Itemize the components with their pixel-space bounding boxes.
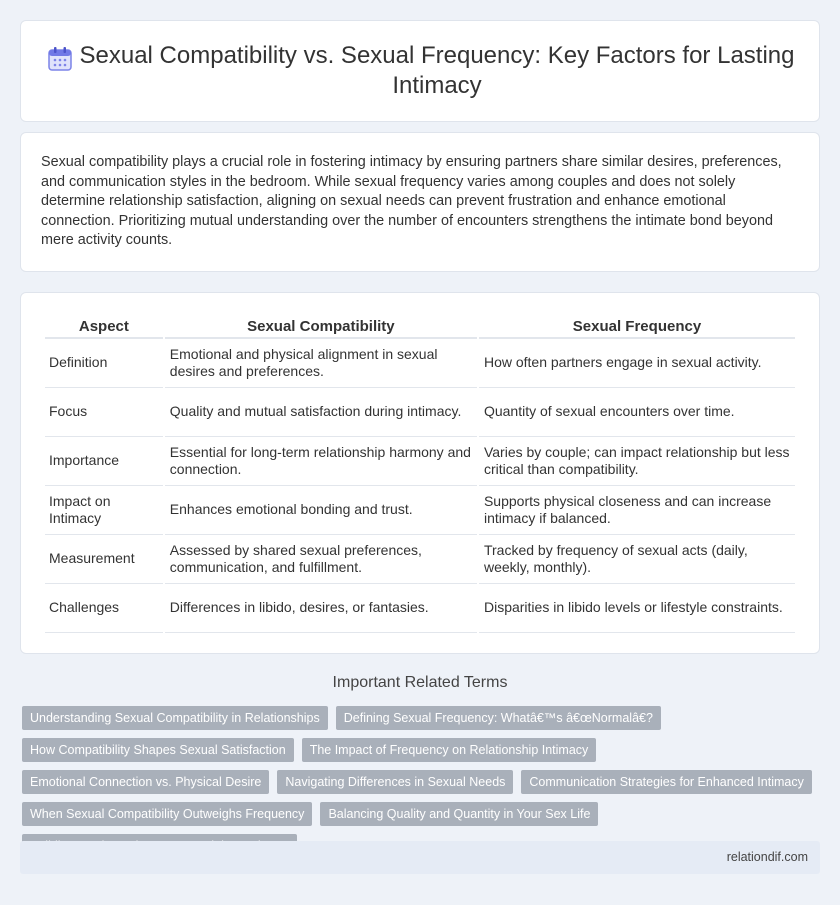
header-card: [20, 20, 820, 122]
row-compatibility: Assessed by shared sexual preferences, communication, and fulfillment.: [165, 535, 477, 584]
footer: [20, 841, 820, 874]
row-frequency: Tracked by frequency of sexual acts (daily, weekly, monthly).: [479, 535, 795, 584]
row-aspect: Focus: [45, 388, 163, 437]
row-frequency: Quantity of sexual encounters over time.: [479, 388, 795, 437]
table-row: [45, 535, 795, 584]
related-term-link[interactable]: Navigating Differences in Sexual Needs: [277, 770, 513, 794]
related-terms-title: Important Related Terms: [332, 674, 508, 691]
comparison-card: [20, 292, 820, 654]
table-row: [45, 584, 795, 633]
related-term-link[interactable]: Defining Sexual Frequency: Whatâ€™s â€œNormalâ€?: [336, 706, 661, 730]
row-compatibility: Differences in libido, desires, or fantasies.: [165, 584, 477, 633]
table-row: [45, 388, 795, 437]
table-row: [45, 437, 795, 486]
row-frequency: Varies by couple; can impact relationship but less critical than compatibility.: [479, 437, 795, 486]
related-term-link[interactable]: When Sexual Compatibility Outweighs Frequency: [22, 802, 312, 826]
related-term-link[interactable]: Emotional Connection vs. Physical Desire: [22, 770, 269, 794]
row-compatibility: Emotional and physical alignment in sexual desires and preferences.: [165, 339, 477, 388]
header-aspect: Aspect: [45, 313, 163, 339]
related-term-link[interactable]: How Compatibility Shapes Sexual Satisfaction: [22, 738, 294, 762]
intro-card: [20, 132, 820, 272]
row-frequency: How often partners engage in sexual activity.: [479, 339, 795, 388]
intro-paragraph: Sexual compatibility plays a crucial role in fostering intimacy by ensuring partners share similar desires, preferences, and communication styles in the bedroom. While sexual frequency varies among couples and does not solely determine relationship satisfaction, aligning on sexual needs can prevent frustration and enhance emotional connection. Prioritizing mutual understanding over the number of encounters strengthens the intimate bond beyond mere activity counts.: [41, 154, 782, 248]
comparison-table: [43, 313, 797, 633]
page-title: Sexual Compatibility vs. Sexual Frequency: Key Factors for Lasting Intimacy: [79, 42, 795, 99]
row-aspect: Challenges: [45, 584, 163, 633]
row-compatibility: Enhances emotional bonding and trust.: [165, 486, 477, 535]
header-frequency: Sexual Frequency: [479, 313, 795, 339]
related-term-link[interactable]: Communication Strategies for Enhanced Intimacy: [521, 770, 811, 794]
header-compatibility: Sexual Compatibility: [165, 313, 477, 339]
row-frequency: Supports physical closeness and can increase intimacy if balanced.: [479, 486, 795, 535]
row-aspect: Definition: [45, 339, 163, 388]
row-aspect: Importance: [45, 437, 163, 486]
row-compatibility: Quality and mutual satisfaction during intimacy.: [165, 388, 477, 437]
row-frequency: Disparities in libido levels or lifestyle constraints.: [479, 584, 795, 633]
table-header-row: [45, 313, 795, 339]
row-aspect: Measurement: [45, 535, 163, 584]
table-row: [45, 486, 795, 535]
related-term-link[interactable]: Understanding Sexual Compatibility in Relationships: [22, 706, 328, 730]
row-compatibility: Essential for long-term relationship harmony and connection.: [165, 437, 477, 486]
table-row: [45, 339, 795, 388]
related-term-link[interactable]: Balancing Quality and Quantity in Your Sex Life: [320, 802, 598, 826]
footer-site-link[interactable]: relationdif.com: [726, 850, 808, 864]
related-term-link[interactable]: The Impact of Frequency on Relationship Intimacy: [302, 738, 597, 762]
row-aspect: Impact on Intimacy: [45, 486, 163, 535]
related-terms-list: [22, 706, 822, 858]
